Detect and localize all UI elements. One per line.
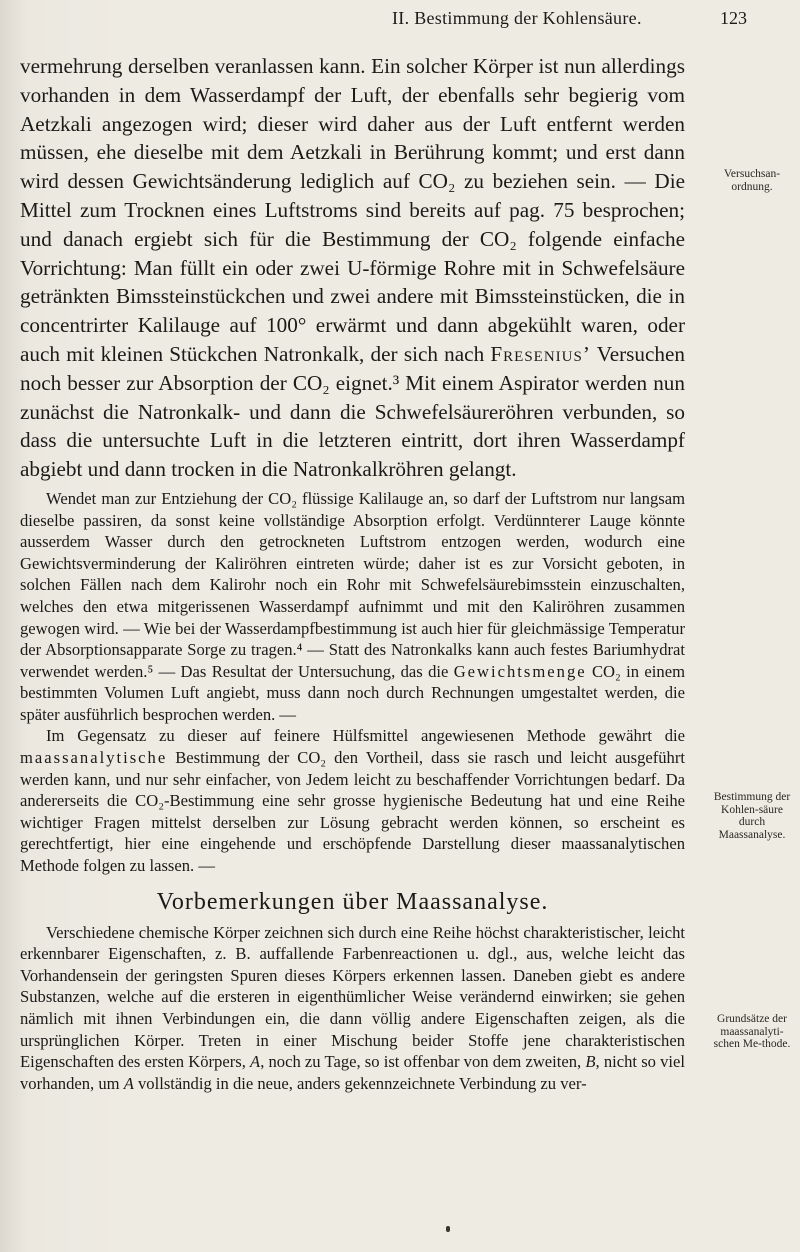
paragraph-1: vermehrung derselben veranlassen kann. Ein solcher Körper ist nun allerdings vorhanden in dem Wasserdampf der Luft, der ebenfalls sehr begierig vom Aetzkali angezogen wird; dieser wird daher aus der Luft entfernt werden müssen, ehe dieselbe mit dem Aetzkali in Berührung kommt; und erst dann wird dessen Gewichtsänderung lediglich auf CO₂ zu beziehen sein. — Die Mittel zum Trocknen eines Luftstroms sind bereits auf pag. 75 besprochen; und danach ergiebt sich für die Bestimmung der CO₂ folgende einfache Vorrichtung: Man füllt ein oder zwei U-förmige Rohre mit in Schwefelsäure getränkten Bimssteinstückchen und zwei andere mit Bimssteinstücken, die in concentrirter Kalilauge auf 100° erwärmt und dann abgekühlt waren, oder auch mit kleinen Stückchen Natronkalk, der sich nach Fresenius’ Versuchen noch besser zur Absorption der CO₂ eignet.³ Mit einem Aspirator werden nun zunächst die Natronkalk- und dann die Schwefelsäureröhren verbunden, so dass die untersuchte Luft in die letzteren eintritt, dort ihren Wasserdampf abgiebt und dann trocken in die Natronkalkröhren gelangt. <box>20 54 685 482</box>
page-number: 123 <box>720 8 747 28</box>
running-title: II. Bestimmung der Kohlensäure. <box>392 8 642 28</box>
margin-note-grundsaetze: Grundsätze der maassanalyti-schen Me-thode. <box>713 1013 791 1050</box>
section-body <box>20 922 685 1095</box>
paragraph-3: Im Gegensatz zu dieser auf feinere Hülfsmittel angewiesenen Methode gewährt die maassanalytische Bestimmung der CO₂ den Vortheil, dass sie rasch und leicht ausgeführt werden kann, und nur sehr einfacher, von Jedem leicht zu beschaffender Vorrichtungen bedarf. Da andererseits die CO₂-Bestimmung eine sehr grosse hygienische Bedeutung hat und eine Reihe wichtiger Fragen mittelst derselben zur Lösung gebracht werden können, so erscheint es gerechtfertigt, hier eine eingehende und erschöpfende Darstellung dieser maassanalytischen Methode folgen zu lassen. — <box>20 726 685 876</box>
small-type-block <box>20 488 685 877</box>
margin-note-versuchsanordnung: Versuchsan-ordnung. <box>723 168 781 193</box>
paragraph-4: Verschiedene chemische Körper zeichnen sich durch eine Reihe höchst charakteristischer, leicht erkennbarer Eigenschaften, z. B. auffallende Farbenreactionen u. dgl., aus, welche leicht das Vorhandensein der geringsten Spuren dieses Körpers erkennen lassen. Daneben giebt es andere Substanzen, welche auf die ersteren in eigenthümlicher Weise verändernd einwirken; sie gehen nämlich mit ihnen Verbindungen ein, die dann völlig andere Eigenschaften zeigen, als die ursprünglichen Körper. Treten in einer Mischung beider Stoffe jene charakteristischen Eigenschaften des ersten Körpers, A, noch zu Tage, so ist offenbar von dem zweiten, B, nicht so viel vorhanden, um A vollständig in die neue, anders gekennzeichnete Verbindung zu ver- <box>20 922 686 1093</box>
margin-note-maassanalyse: Bestimmung der Kohlen-säure durch Maassanalyse. <box>713 791 791 841</box>
paragraph-2: Wendet man zur Entziehung der CO₂ flüssige Kalilauge an, so darf der Luftstrom nur langsam dieselbe passiren, da sonst keine vollständige Absorption erfolgt. Verdünnterer Lauge könnte ausserdem Wasser durch den getrockneten Luftstrom entzogen werden, wodurch eine Gewichtsverminderung der Kaliröhren eintreten würde; daher ist es zur Vorsicht geboten, in solchen Fällen nach dem Kalirohr noch ein Rohr mit Schwefelsäurebimsstein einzuschalten, welches den etwa mitgerissenen Wasserdampf aufnimmt und mit den Kaliröhren zusammen gewogen wird. — Wie bei der Wasserdampfbestimmung ist auch hier für gleichmässige Temperatur der Absorptionsapparate Sorge zu tragen.⁴ — Statt des Natronkalks kann auch festes Bariumhydrat verwendet werden.⁵ — Das Resultat der Untersuchung, das die Gewichtsmenge CO₂ in einem bestimmten Volumen Luft angiebt, muss dann noch durch Rechnungen umgestaltet werden, die später ausführlich besprochen werden. — <box>20 488 685 724</box>
print-speck <box>446 1226 450 1232</box>
large-type-block <box>20 52 685 484</box>
main-text-column <box>20 52 685 1094</box>
section-heading: Vorbemerkungen über Maassanalyse. <box>156 888 549 915</box>
running-head <box>0 8 800 38</box>
emphasis-maassanalytische: maassanalytische <box>20 748 168 768</box>
author-name: Fresenius’ <box>490 341 591 366</box>
emphasis-gewichtsmenge: Gewichtsmenge <box>453 661 587 681</box>
